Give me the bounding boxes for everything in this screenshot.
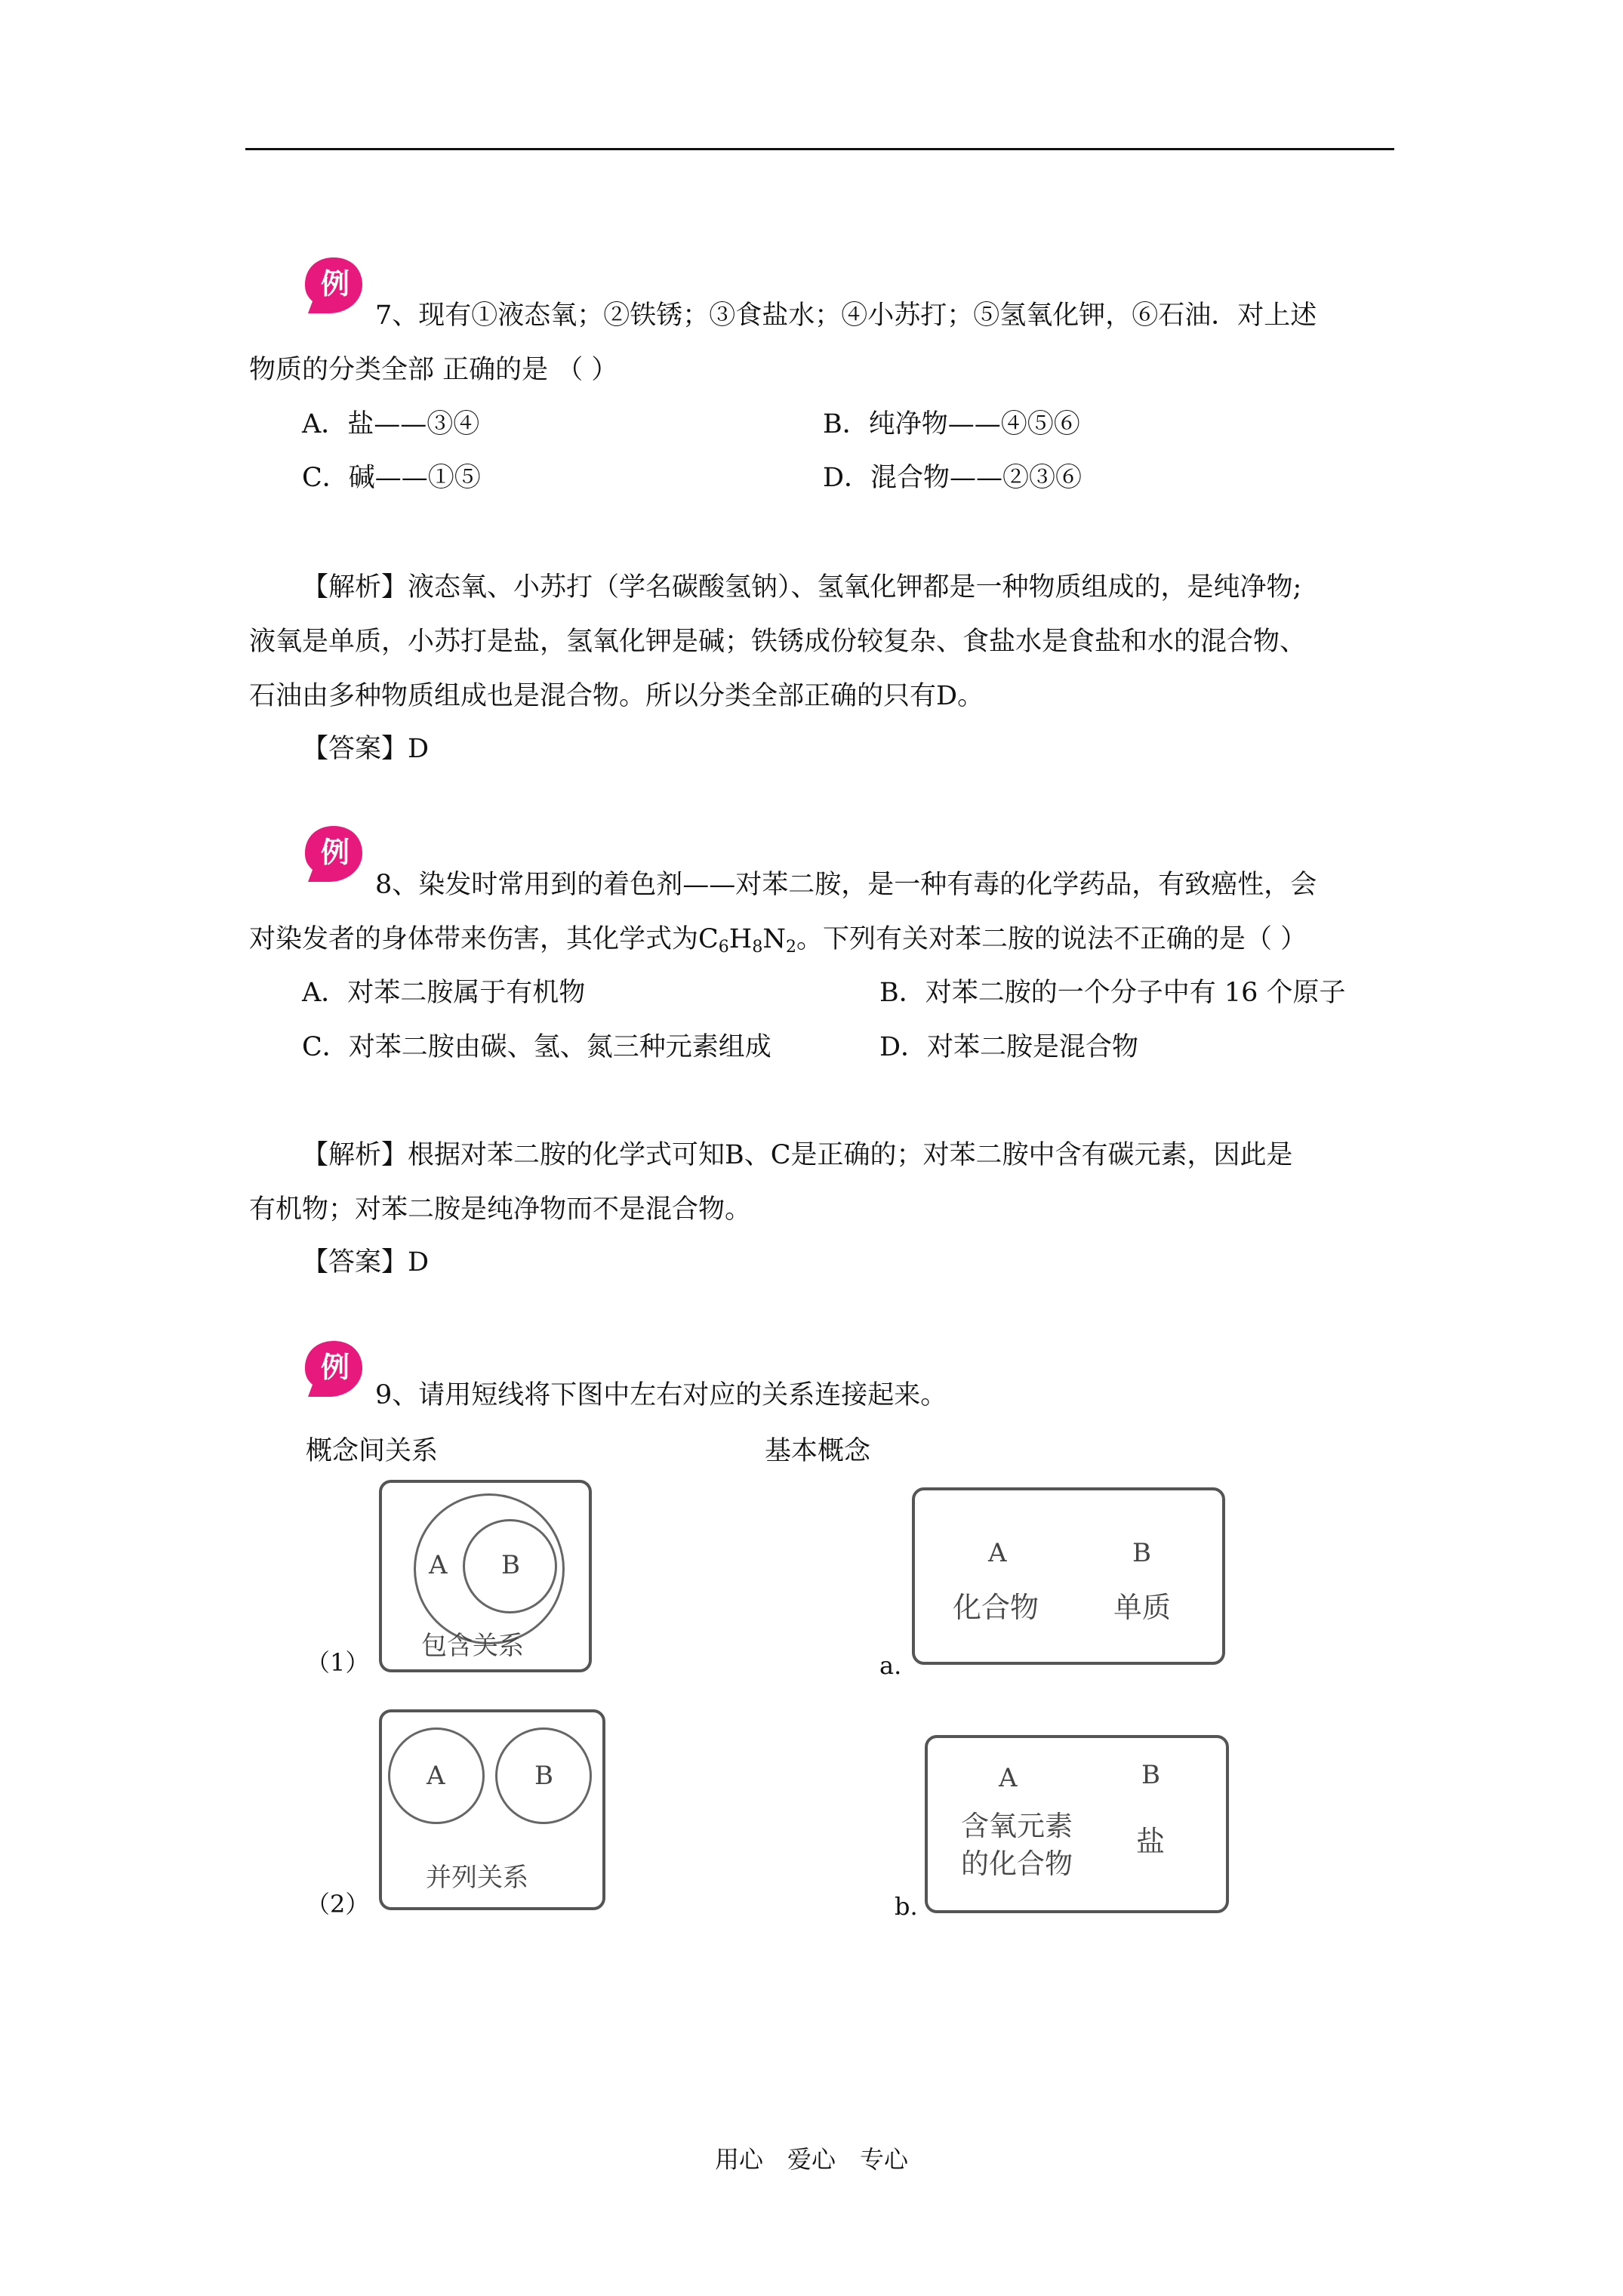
badge-char: 例 xyxy=(320,836,350,869)
q8-stem-pre: 对染发者的身体带来伤害，其化学式为 xyxy=(249,924,699,954)
q7-option-a: A．盐——③④ xyxy=(302,409,480,439)
q8-stem-post: 。下列有关对苯二胺的说法不正确的是（ ） xyxy=(796,924,1307,954)
diagram-b-label: b. xyxy=(895,1892,918,1921)
q7-stem-line1: 7、现有①液态氧；②铁锈；③食盐水；④小苏打；⑤氢氧化钾，⑥石油．对上述 xyxy=(375,300,1317,331)
q7-analysis-line1: 【解析】液态氧、小苏打（学名碳酸氢钠）、氢氧化钾都是一种物质组成的，是纯净物; xyxy=(302,572,1302,603)
diagram-1-inclusion xyxy=(379,1480,592,1672)
concept-b-letter: B xyxy=(1141,1760,1160,1790)
concept-a-text: 化合物 xyxy=(953,1591,1039,1624)
q7-analysis-line2: 液氧是单质，小苏打是盐，氢氧化钾是碱；铁锈成份较复杂、食盐水是食盐和水的混合物、 xyxy=(249,627,1307,657)
concept-a-letter: A xyxy=(999,1763,1018,1793)
q8-option-b: B．对苯二胺的一个分子中有 16 个原子 xyxy=(879,978,1346,1008)
set-b-label: B xyxy=(501,1550,520,1580)
diagram-1-caption: 包含关系 xyxy=(421,1631,524,1661)
concept-a-text-line1: 含氧元素 xyxy=(961,1810,1073,1842)
set-b-label: B xyxy=(534,1761,553,1791)
q9-stem: 9、请用短线将下图中左右对应的关系连接起来。 xyxy=(375,1380,947,1410)
q9-left-title: 概念间关系 xyxy=(306,1436,439,1466)
q7-stem-line2: 物质的分类全部 正确的是 （ ） xyxy=(249,355,618,385)
q8-analysis-line2: 有机物；对苯二胺是纯净物而不是混合物。 xyxy=(249,1194,752,1225)
q8-answer: 【答案】D xyxy=(302,1247,430,1277)
concept-b-letter: B xyxy=(1132,1538,1151,1568)
set-a-label: A xyxy=(429,1550,448,1580)
diagram-a xyxy=(912,1487,1225,1665)
q9-right-title: 基本概念 xyxy=(765,1436,871,1466)
q8-option-c: C．对苯二胺由碳、氢、氮三种元素组成 xyxy=(302,1032,771,1062)
example-badge-icon xyxy=(302,254,365,316)
q8-analysis-line1: 【解析】根据对苯二胺的化学式可知B、C是正确的；对苯二胺中含有碳元素，因此是 xyxy=(302,1140,1293,1170)
q8-option-d: D．对苯二胺是混合物 xyxy=(879,1032,1139,1062)
diagram-2-parallel xyxy=(379,1709,605,1910)
badge-char: 例 xyxy=(320,267,350,300)
q7-answer: 【答案】D xyxy=(302,734,430,764)
q8-option-a: A．对苯二胺属于有机物 xyxy=(302,978,586,1008)
q7-option-d: D．混合物——②③⑥ xyxy=(823,463,1083,493)
diagram-a-label: a. xyxy=(879,1651,902,1680)
example-badge-icon xyxy=(302,1338,365,1400)
badge-char: 例 xyxy=(320,1351,350,1384)
q8-stem-line1: 8、染发时常用到的着色剂——对苯二胺，是一种有毒的化学药品，有致癌性，会 xyxy=(375,870,1317,900)
concept-a-text-line2: 的化合物 xyxy=(961,1848,1073,1880)
q7-option-b: B．纯净物——④⑤⑥ xyxy=(823,409,1080,439)
page-footer: 用心 爱心 专心 xyxy=(714,2145,908,2174)
header-rule xyxy=(245,148,1394,150)
chemical-formula: $C_6H_8N_2$ xyxy=(698,924,796,957)
diagram-2-label: （2） xyxy=(306,1890,370,1918)
concept-b-text: 盐 xyxy=(1136,1825,1166,1858)
concept-a-letter: A xyxy=(988,1538,1007,1568)
set-a-label: A xyxy=(427,1761,445,1791)
concept-b-text: 单质 xyxy=(1113,1591,1172,1624)
q7-option-c: C．碱——①⑤ xyxy=(302,463,481,493)
example-badge-icon xyxy=(302,823,365,885)
q7-analysis-line3: 石油由多种物质组成也是混合物。所以分类全部正确的只有D。 xyxy=(249,681,984,711)
q8-stem-line2 xyxy=(249,923,1307,964)
diagram-2-caption: 并列关系 xyxy=(426,1863,528,1893)
diagram-1-label: （1） xyxy=(306,1648,370,1677)
diagram-b xyxy=(925,1735,1229,1913)
